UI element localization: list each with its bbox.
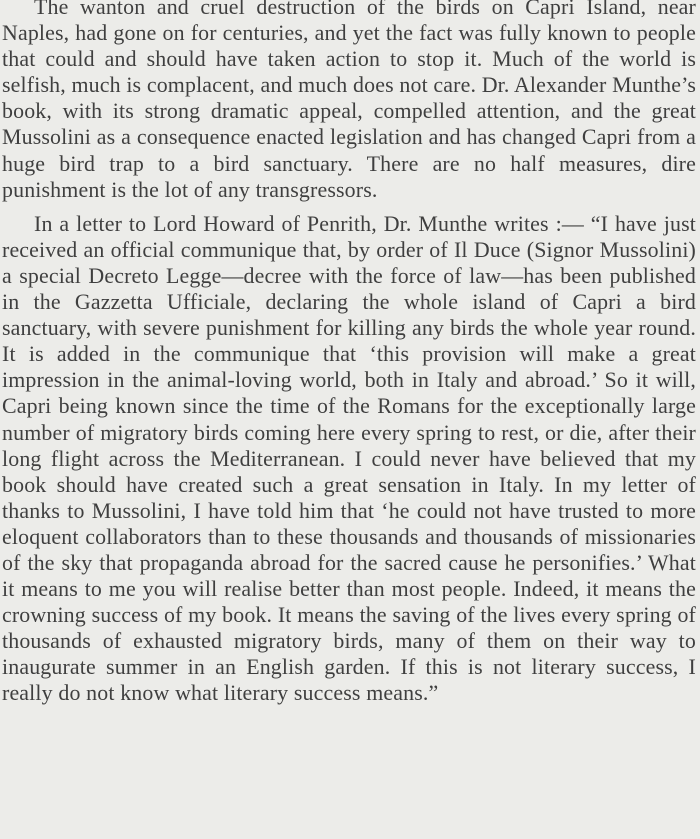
paragraph-munthe-letter: In a letter to Lord Howard of Penrith, Dr. Munthe writes :— “I have just received an official communique that, by order of Il Duce (Signor Mussolini) a special Decreto Legge—decree with the force of law—has been published in the Gazzetta Ufficiale, declaring the whole island of Capri a bird sanctuary, with severe punishment for killing any birds the whole year round. It is added in the communique that ‘this provision will make a great impression in the animal-loving world, both in Italy and abroad.’ So it will, Capri being known since the time of the Romans for the exceptionally large number of migratory birds coming here every spring to rest, or die, after their long flight across the Mediterranean. I could never have believed that my book should have created such a great sensation in Italy. In my letter of thanks to Mussolini, I have told him that ‘he could not have trusted to more eloquent collaborators than to these thousands and thousands of missionaries of the sky that propaganda abroad for the sacred cause he personifies.’ What it means to me you will realise better than most people. Indeed, it means the crowning success of my book. It means the saving of the lives every spring of thousands of exhausted migratory birds, many of them on their way to inaugurate summer in an English garden. If this is not literary success, I really do not know what literary success means.” <box>2 210 696 706</box>
paragraph-capri-birds: The wanton and cruel destruction of the birds on Capri Island, near Naples, had gone on for centuries, and yet the fact was fully known to people that could and should have taken action to stop it. Much of the world is selfish, much is complacent, and much does not care. Dr. Alexander Munthe’s book, with its strong dramatic appeal, compelled attention, and the great Mussolini as a consequence enacted legislation and has changed Capri from a huge bird trap to a bird sanctuary. There are no half measures, dire punishment is the lot of any transgressors. <box>2 0 696 202</box>
